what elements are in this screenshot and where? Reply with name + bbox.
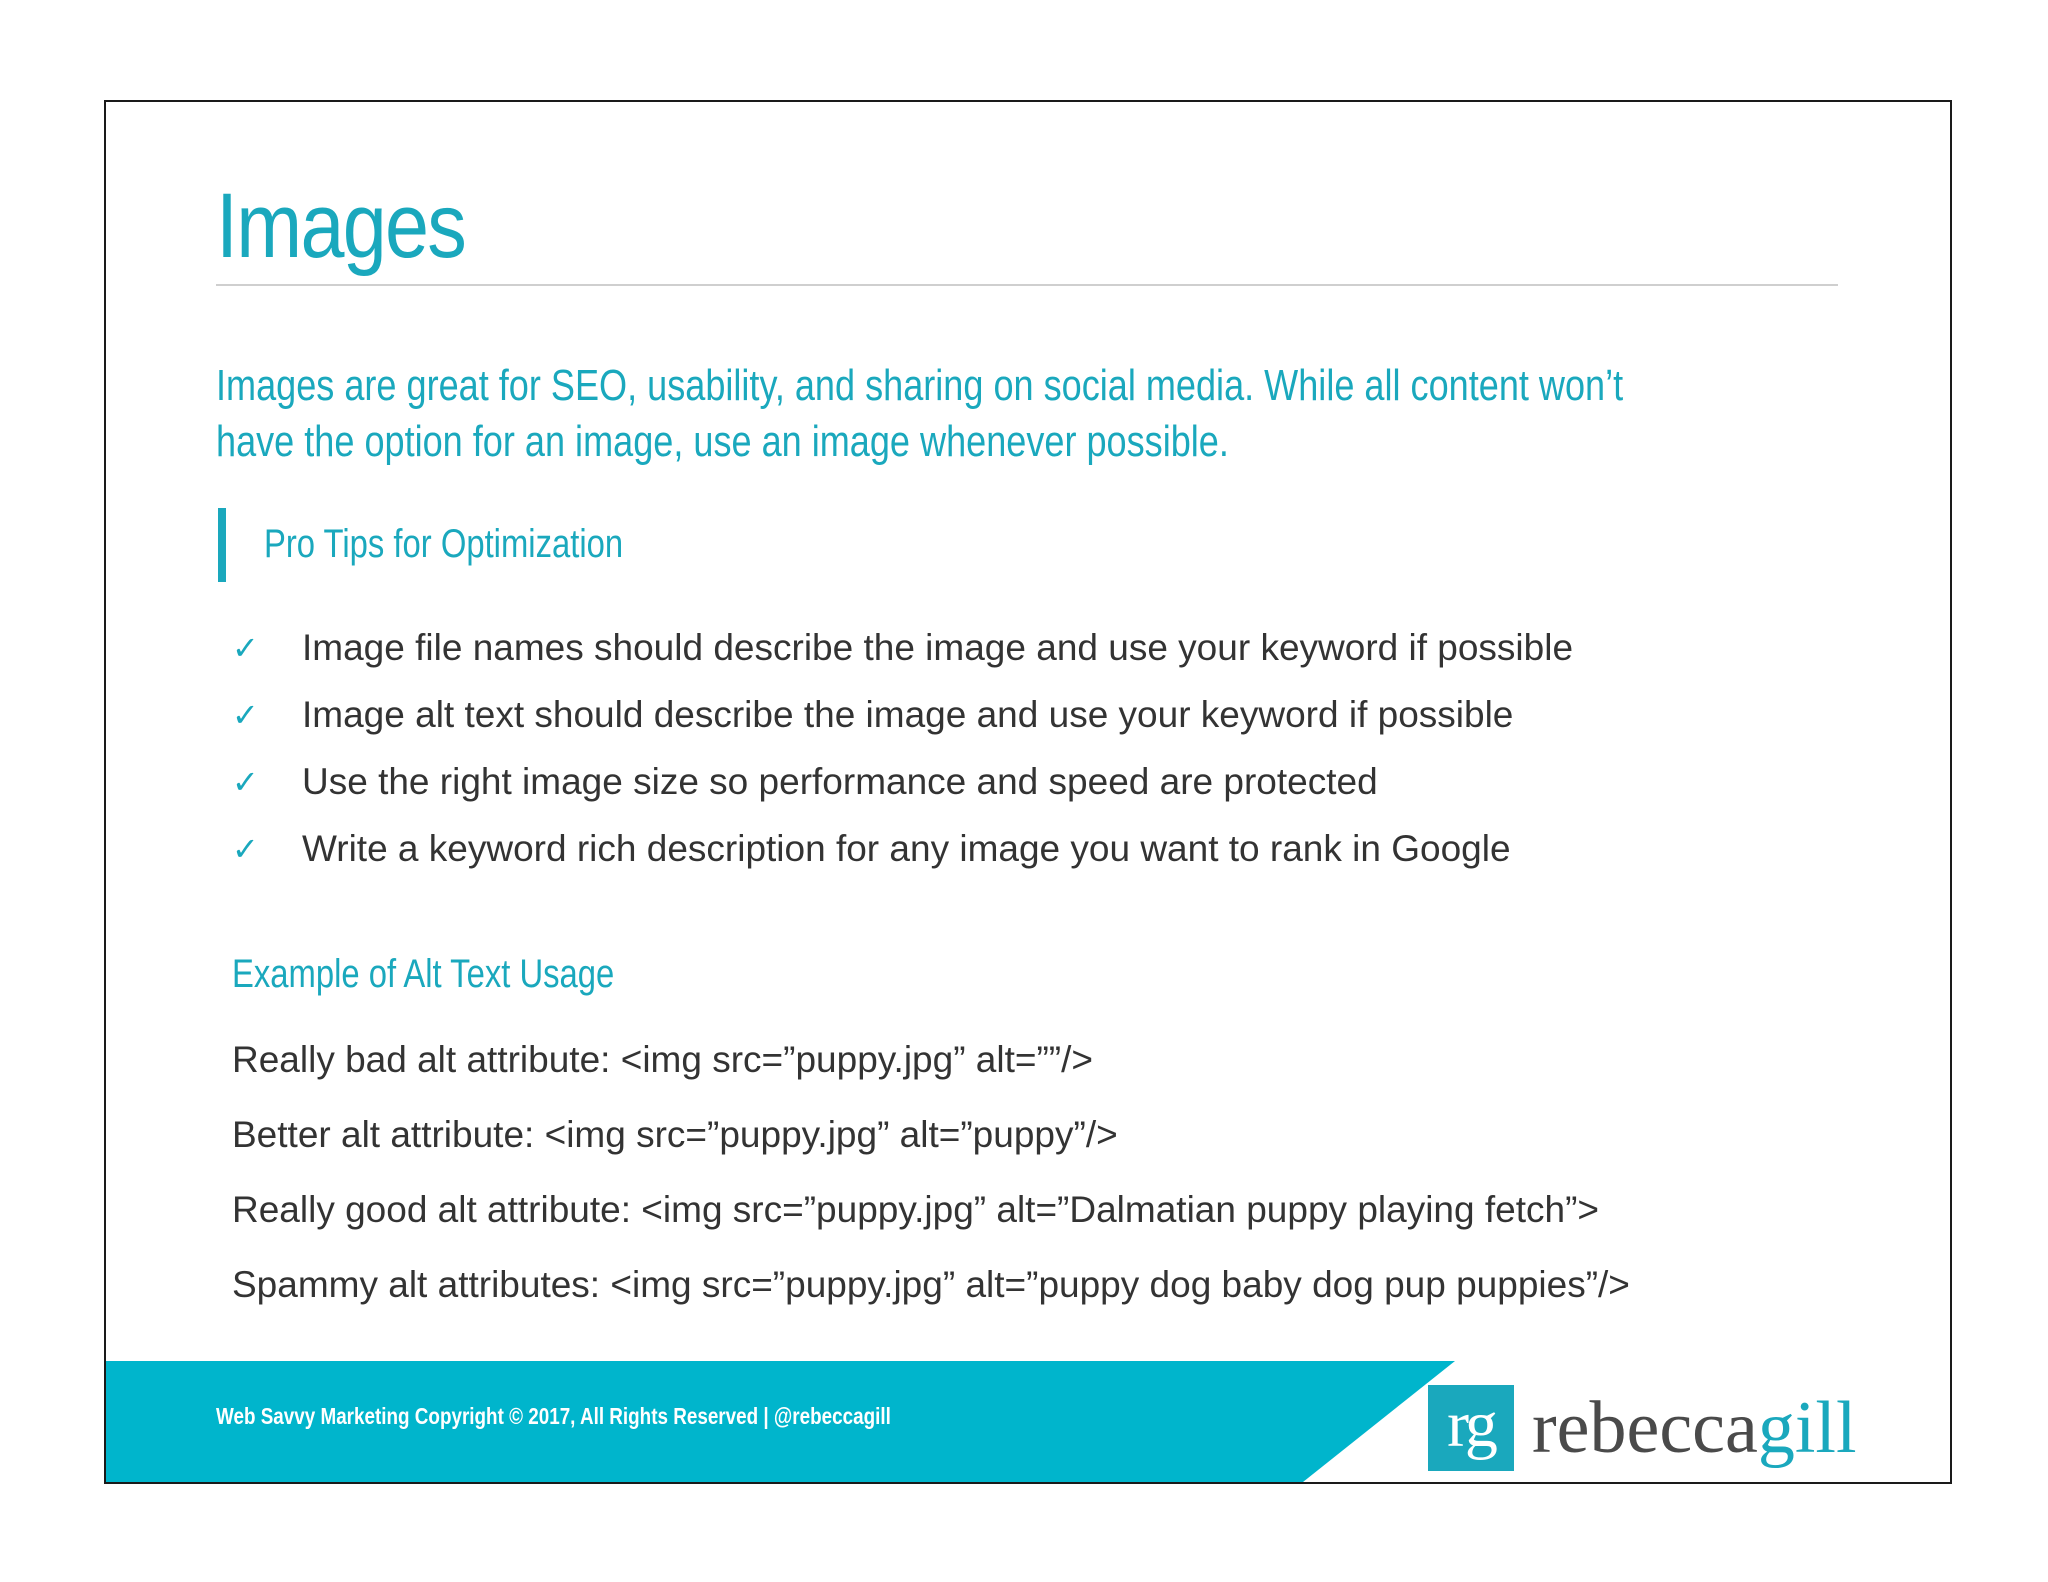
logo-word-first: rebecca [1532, 1387, 1758, 1469]
intro-paragraph: Images are great for SEO, usability, and sharing on social media. While all content won’t have the option for an image, use an image whenever possible. [216, 361, 1624, 466]
list-item [232, 748, 1573, 815]
logo-mark: rg [1428, 1385, 1514, 1471]
logo-word-last: gill [1757, 1387, 1857, 1469]
list-item [232, 681, 1573, 748]
example-line: Really good alt attribute: <img src=”puppy.jpg” alt=”Dalmatian puppy playing fetch”> [232, 1189, 1599, 1230]
example-list [232, 1022, 1630, 1322]
example-line: Better alt attribute: <img src=”puppy.jpg” alt=”puppy”/> [232, 1114, 1118, 1155]
tips-heading: Pro Tips for Optimization [264, 522, 624, 566]
footer [106, 1361, 1950, 1482]
example-line: Really bad alt attribute: <img src=”puppy.jpg” alt=””/> [232, 1039, 1094, 1080]
tip-text: Use the right image size so performance and speed are protected [302, 760, 1378, 802]
list-item [232, 614, 1573, 681]
checkmark-icon: ✓ [232, 628, 259, 667]
tip-text: Write a keyword rich description for any image you want to rank in Google [302, 827, 1511, 869]
logo-wordmark [1532, 1387, 1857, 1469]
tip-text: Image file names should describe the image and use your keyword if possible [302, 626, 1574, 668]
footer-copyright: Web Savvy Marketing Copyright © 2017, All Rights Reserved | @rebeccagill [216, 1403, 891, 1429]
checkmark-icon: ✓ [232, 829, 259, 868]
checkmark-icon: ✓ [232, 695, 259, 734]
tips-list [232, 614, 1573, 882]
tips-accent-bar [218, 508, 226, 582]
tip-text: Image alt text should describe the image and use your keyword if possible [302, 693, 1514, 735]
title-divider [216, 284, 1838, 286]
example-line: Spammy alt attributes: <img src=”puppy.jpg” alt=”puppy dog baby dog pup puppies”/> [232, 1264, 1630, 1305]
example-heading: Example of Alt Text Usage [232, 952, 615, 996]
brand-logo [1428, 1385, 1857, 1471]
checkmark-icon: ✓ [232, 762, 259, 801]
slide-title: Images [216, 175, 466, 277]
list-item [232, 815, 1573, 882]
slide [104, 100, 1952, 1484]
